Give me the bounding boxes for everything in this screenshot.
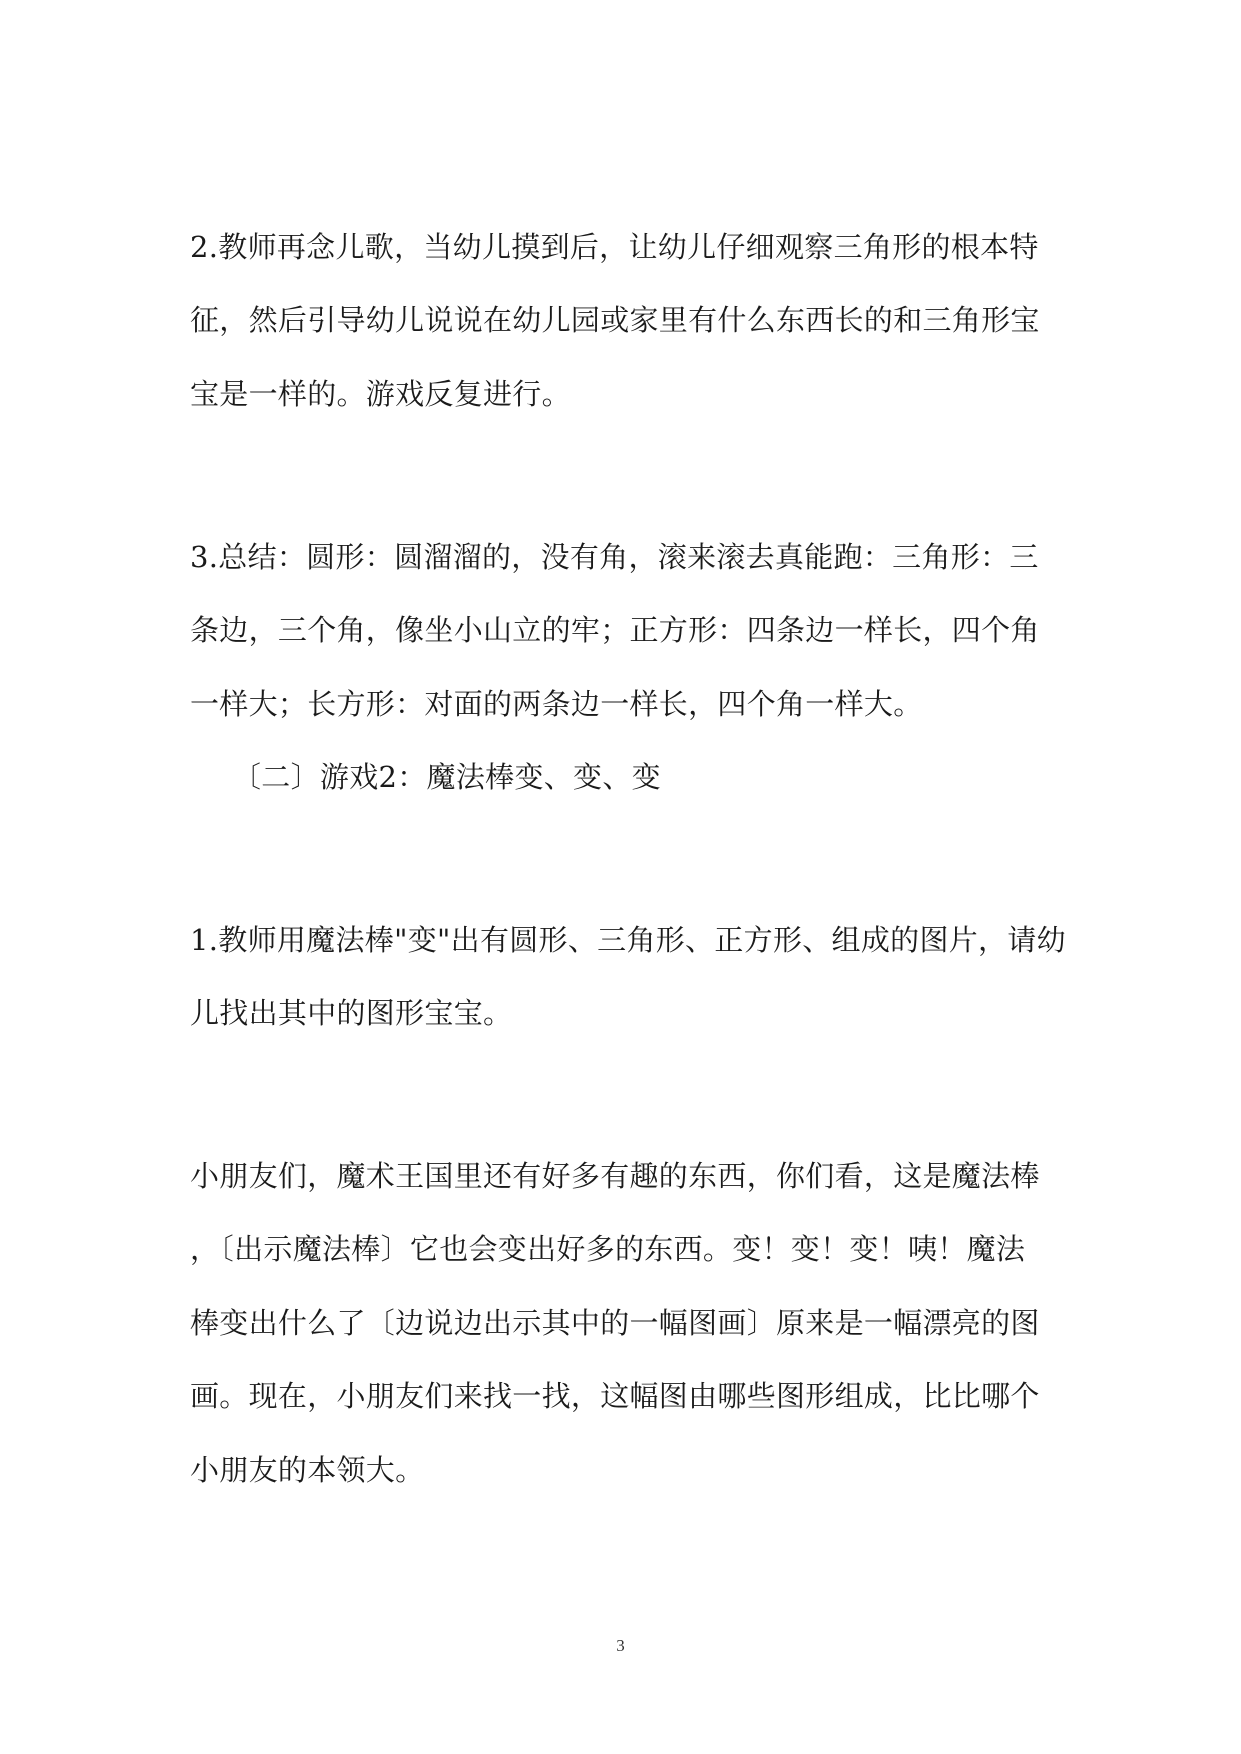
paragraph-line: 小朋友的本领大。 <box>190 1453 425 1487</box>
paragraph-line: 棒变出什么了〔边说边出示其中的一幅图画〕原来是一幅漂亮的图 <box>190 1306 1040 1340</box>
paragraph-line: ，〔出示魔法棒〕它也会变出好多的东西。变！变！变！咦！魔法 <box>190 1232 1026 1266</box>
paragraph-line: 征，然后引导幼儿说说在幼儿园或家里有什么东西长的和三角形宝 <box>190 303 1040 337</box>
section-heading: 〔二〕游戏2：魔法棒变、变、变 <box>232 760 661 794</box>
page-number: 3 <box>616 1636 625 1655</box>
paragraph-line: 儿找出其中的图形宝宝。 <box>190 996 513 1030</box>
paragraph-line: 画。现在，小朋友们来找一找，这幅图由哪些图形组成，比比哪个 <box>190 1379 1040 1413</box>
paragraph-line: 1.教师用魔法棒"变"出有圆形、三角形、正方形、组成的图片，请幼 <box>190 923 1066 957</box>
paragraph-line: 一样大；长方形：对面的两条边一样长，四个角一样大。 <box>190 687 923 721</box>
paragraph-line: 小朋友们，魔术王国里还有好多有趣的东西，你们看，这是魔法棒 <box>190 1159 1040 1193</box>
paragraph-line: 宝是一样的。游戏反复进行。 <box>190 377 571 411</box>
paragraph-line: 3.总结：圆形：圆溜溜的，没有角，滚来滚去真能跑：三角形：三 <box>190 540 1039 574</box>
paragraph-line: 条边，三个角，像坐小山立的牢；正方形：四条边一样长，四个角 <box>190 613 1040 647</box>
paragraph-line: 2.教师再念儿歌，当幼儿摸到后，让幼儿仔细观察三角形的根本特 <box>190 230 1039 264</box>
